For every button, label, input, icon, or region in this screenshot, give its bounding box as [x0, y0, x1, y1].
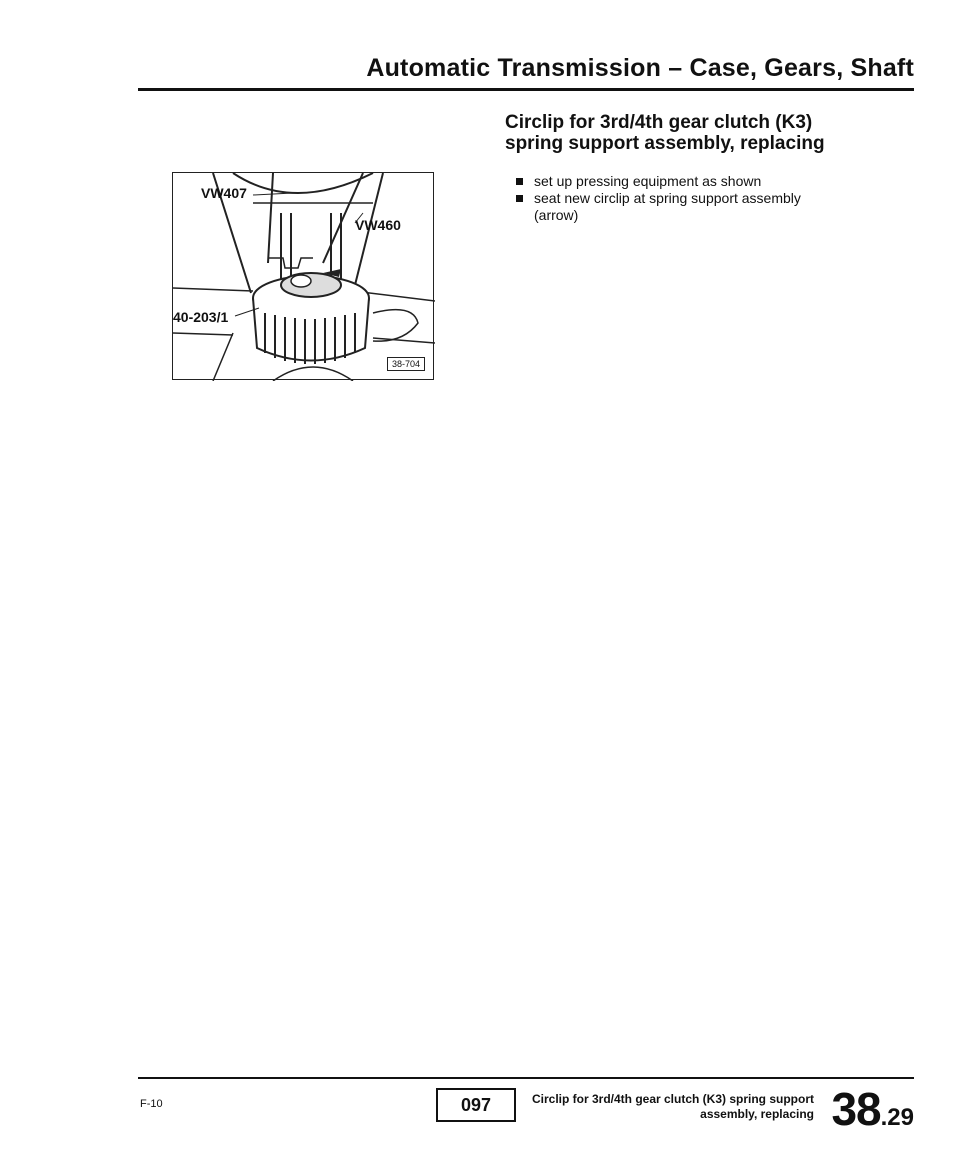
footer-code-box: 097 — [436, 1088, 516, 1122]
section-heading-line-1: Circlip for 3rd/4th gear clutch (K3) — [505, 112, 813, 133]
page-number-major: 38 — [831, 1083, 881, 1135]
step-item — [516, 173, 916, 190]
tool-label-vw407: VW407 — [201, 185, 247, 201]
step-text: set up pressing equipment as shown — [534, 173, 762, 189]
step-text: seat new circlip at spring support assembly — [534, 190, 801, 206]
header-rule — [138, 88, 914, 91]
page-header-title: Automatic Transmission – Case, Gears, Shaft — [366, 54, 914, 82]
footer-description-line-2: assembly, replacing — [700, 1107, 814, 1121]
page-number-minor: .29 — [880, 1104, 914, 1131]
illustration-figure — [172, 172, 434, 380]
tool-label-vw460: VW460 — [355, 217, 401, 233]
step-item — [516, 190, 916, 224]
page-number — [831, 1082, 914, 1136]
footer-description — [532, 1092, 814, 1122]
section-heading-line-2: spring support assembly, replacing — [505, 133, 825, 154]
square-bullet-icon — [516, 195, 523, 202]
footer-code: F-10 — [140, 1098, 163, 1110]
step-note: (arrow) — [534, 207, 579, 223]
figure-reference-number: 38-704 — [387, 357, 425, 371]
procedure-steps — [516, 173, 916, 224]
footer-rule — [138, 1077, 914, 1079]
pressing-equipment-drawing — [173, 173, 435, 381]
square-bullet-icon — [516, 178, 523, 185]
tool-label-40-203-1: 40-203/1 — [173, 309, 229, 325]
section-heading — [505, 112, 905, 154]
footer-description-line-1: Circlip for 3rd/4th gear clutch (K3) spring support — [531, 1092, 814, 1106]
